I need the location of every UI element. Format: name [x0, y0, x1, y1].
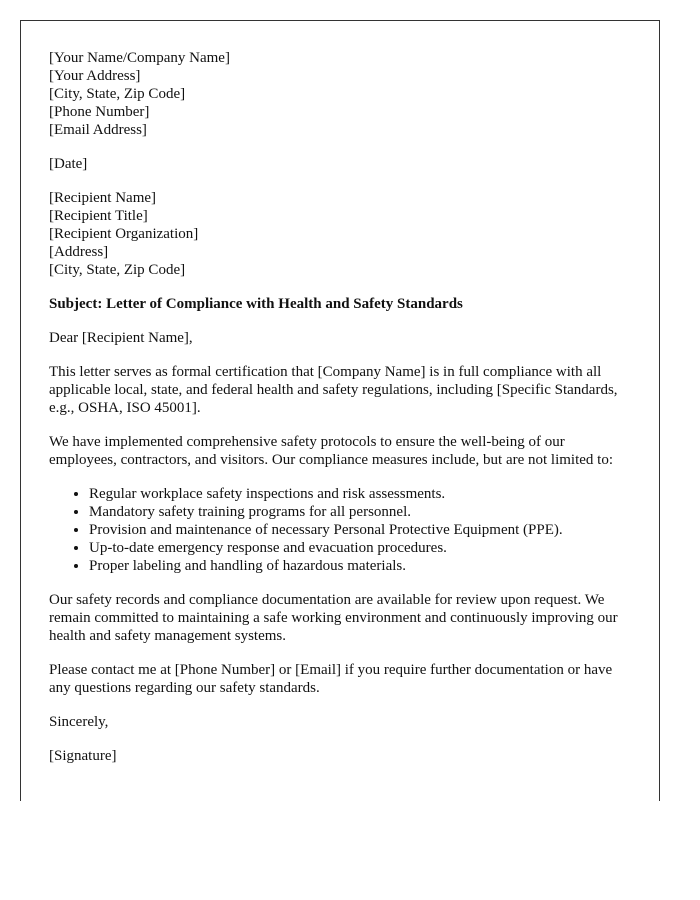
body-paragraph: Our safety records and compliance documentation are available for review upon request. We remain committed to maintaining a safe working environment and continuously improving our health and safety management systems.	[49, 592, 618, 644]
sender-name: [Your Name/Company Name]	[49, 50, 230, 66]
signature: [Signature]	[49, 748, 117, 764]
letter-page	[20, 20, 660, 801]
body-paragraph: Please contact me at [Phone Number] or [Email] if you require further documentation or have any questions regarding our safety standards.	[49, 662, 613, 696]
body-paragraph: This letter serves as formal certification that [Company Name] is in full compliance with all applicable local, state, and federal health and safety regulations, including [Specific Standards, e.g., OSHA, ISO 45001].	[49, 364, 618, 416]
sender-email: [Email Address]	[49, 122, 147, 138]
sender-phone: [Phone Number]	[49, 104, 150, 120]
recipient-title: [Recipient Title]	[49, 208, 148, 224]
list-item: • Proper labeling and handling of hazardous materials.	[89, 557, 631, 575]
list-item: • Regular workplace safety inspections and risk assessments.	[89, 485, 631, 503]
list-item: • Provision and maintenance of necessary Personal Protective Equipment (PPE).	[89, 521, 631, 539]
subject-line: Subject: Letter of Compliance with Health and Safety Standards	[49, 296, 463, 312]
body-paragraph: We have implemented comprehensive safety protocols to ensure the well-being of our employees, contractors, and visitors. Our compliance measures include, but are not limited to:	[49, 434, 614, 468]
salutation: Dear [Recipient Name],	[49, 330, 193, 346]
recipient-organization: [Recipient Organization]	[49, 226, 199, 242]
list-item: • Up-to-date emergency response and evacuation procedures.	[89, 539, 631, 557]
sender-block	[49, 49, 631, 139]
date: [Date]	[49, 156, 88, 172]
recipient-address: [Address]	[49, 244, 109, 260]
recipient-city: [City, State, Zip Code]	[49, 262, 186, 278]
sender-address: [Your Address]	[49, 68, 141, 84]
list-item: • Mandatory safety training programs for all personnel.	[89, 503, 631, 521]
sender-city: [City, State, Zip Code]	[49, 86, 186, 102]
recipient-name: [Recipient Name]	[49, 190, 157, 206]
measures-list	[49, 485, 631, 575]
closing: Sincerely,	[49, 714, 109, 730]
recipient-block	[49, 189, 631, 279]
